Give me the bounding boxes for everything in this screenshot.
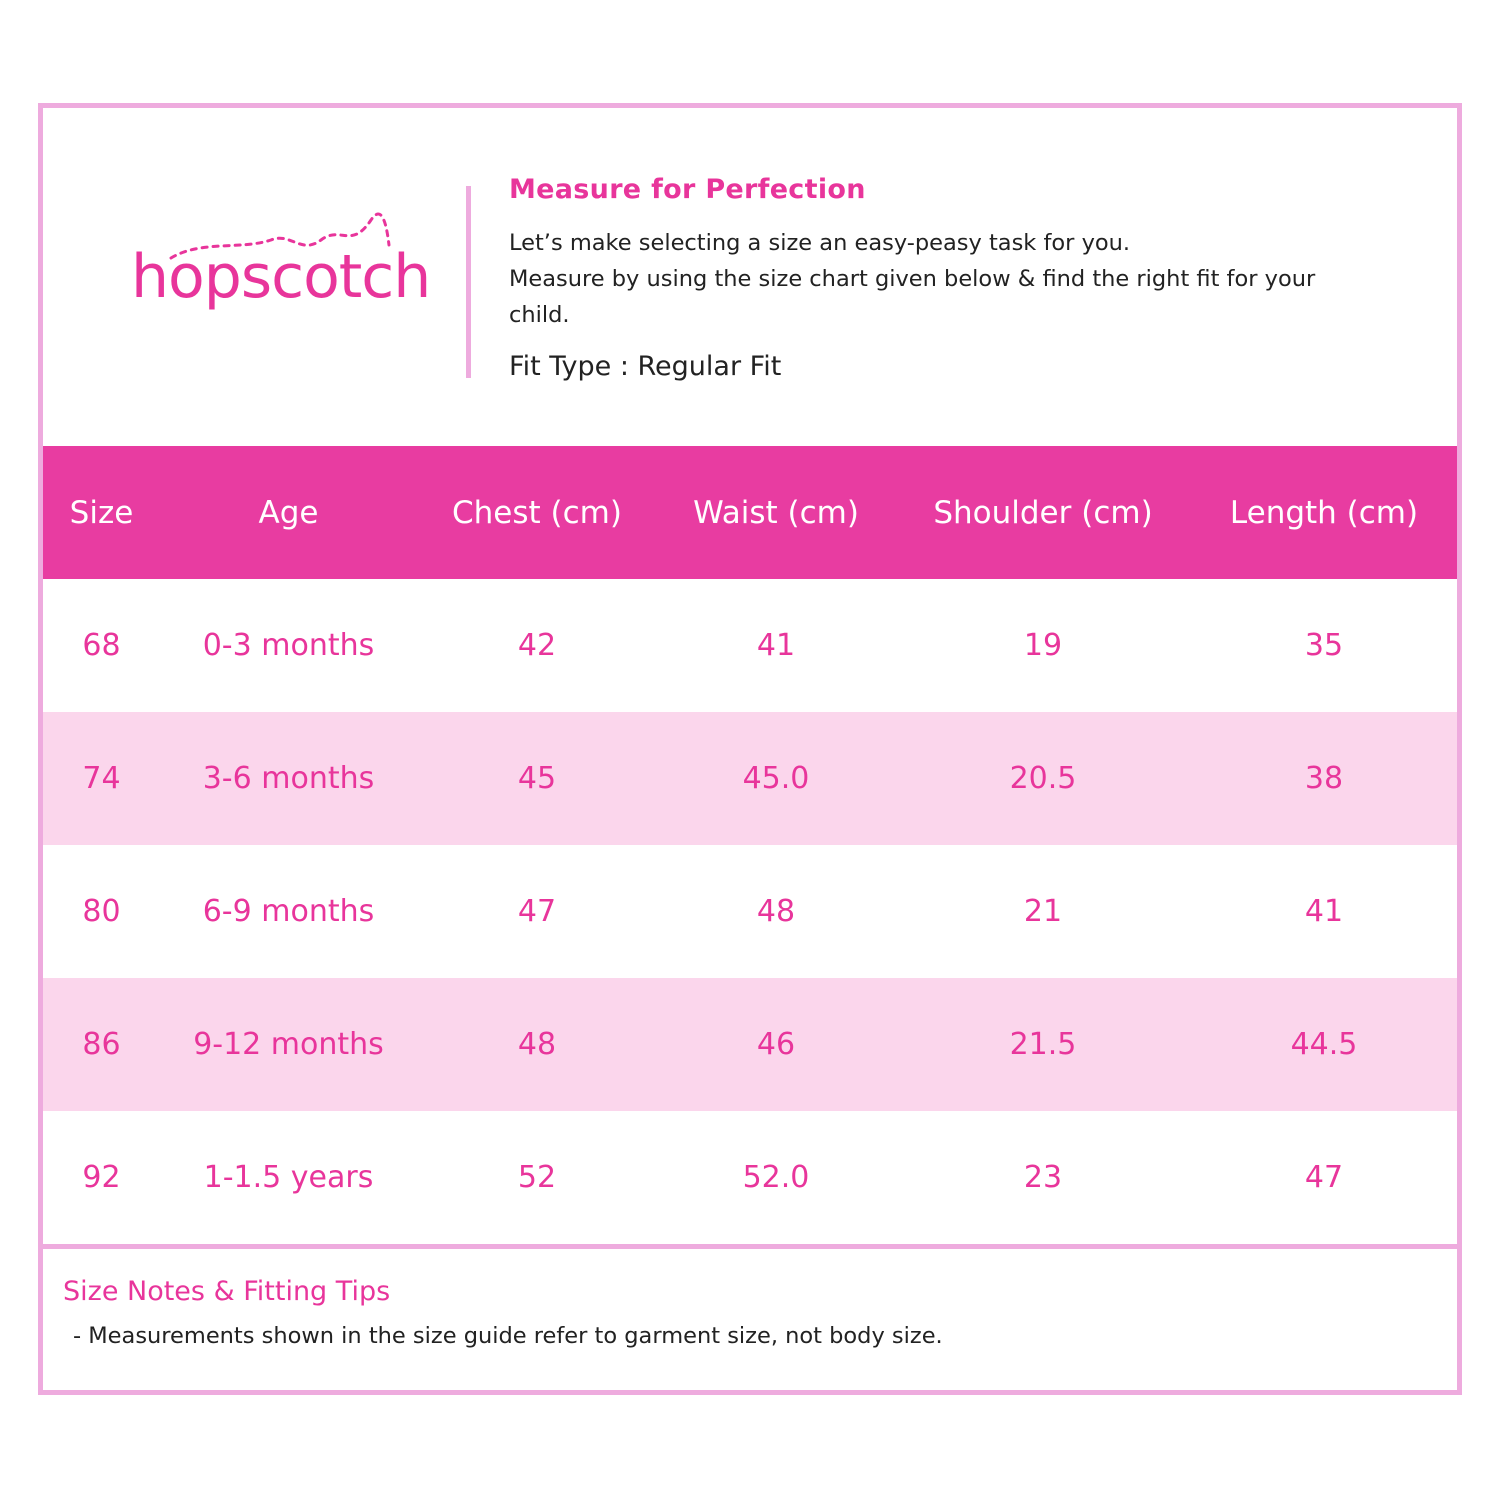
cell-age: 9-12 months [160, 978, 417, 1111]
notes-title: Size Notes & Fitting Tips [63, 1276, 391, 1307]
cell-size: 74 [43, 712, 160, 845]
table-row [43, 579, 1457, 712]
header-age: Age [160, 446, 417, 579]
notes-text: - Measurements shown in the size guide refer to garment size, not body size. [73, 1323, 943, 1349]
cell-waist: 48 [756, 894, 796, 929]
cell-length: 38 [1191, 712, 1457, 845]
cell-chest: 45 [417, 712, 657, 845]
table-row [43, 712, 1457, 845]
divider [466, 186, 471, 378]
table-row [43, 978, 1457, 1111]
cell-age: 0-3 months [202, 628, 375, 663]
cell-waist: 52.0 [657, 1111, 895, 1247]
intro-title: Measure for Perfection [509, 174, 866, 205]
cell-age: 6-9 months [202, 894, 375, 929]
cell-chest: 52 [417, 1111, 657, 1247]
intro-line-3: child. [509, 302, 570, 328]
cell-waist: 46 [657, 978, 895, 1111]
cell-chest: 47 [517, 894, 557, 929]
table-row [43, 1111, 1457, 1247]
cell-chest: 48 [417, 978, 657, 1111]
cell-waist: 45.0 [657, 712, 895, 845]
cell-length: 44.5 [1191, 978, 1457, 1111]
cell-shoulder: 19 [1023, 628, 1063, 663]
size-table [43, 446, 1457, 1249]
cell-shoulder: 23 [895, 1111, 1191, 1247]
header-chest: Chest (cm) [417, 446, 657, 579]
cell-age: 1-1.5 years [160, 1111, 417, 1247]
logo-wordmark: hopscotch [131, 242, 431, 312]
table-header-row [43, 446, 1457, 579]
cell-length: 47 [1191, 1111, 1457, 1247]
cell-size: 92 [43, 1111, 160, 1247]
cell-age: 3-6 months [160, 712, 417, 845]
cell-shoulder: 21.5 [895, 978, 1191, 1111]
header-shoulder: Shoulder (cm) [895, 446, 1191, 579]
cell-size: 80 [82, 894, 121, 929]
fit-type: Fit Type : Regular Fit [509, 351, 782, 382]
cell-shoulder: 20.5 [895, 712, 1191, 845]
cell-size: 86 [43, 978, 160, 1111]
intro-section [509, 174, 1409, 382]
cell-waist: 41 [756, 628, 796, 663]
intro-line-1: Let’s make selecting a size an easy-peasy task for you. [509, 230, 1131, 256]
header-length: Length (cm) [1191, 446, 1457, 579]
size-chart-card [38, 103, 1462, 1395]
table-row [43, 845, 1457, 978]
intro-line-2: Measure by using the size chart given below & find the right fit for your [509, 266, 1316, 292]
header-size: Size [43, 446, 160, 579]
cell-chest: 42 [517, 628, 557, 663]
cell-shoulder: 21 [1023, 894, 1063, 929]
cell-length: 35 [1304, 628, 1344, 663]
size-notes [63, 1276, 943, 1349]
header-waist: Waist (cm) [657, 446, 895, 579]
hopscotch-logo [131, 200, 431, 330]
cell-size: 68 [82, 628, 121, 663]
cell-length: 41 [1304, 894, 1344, 929]
